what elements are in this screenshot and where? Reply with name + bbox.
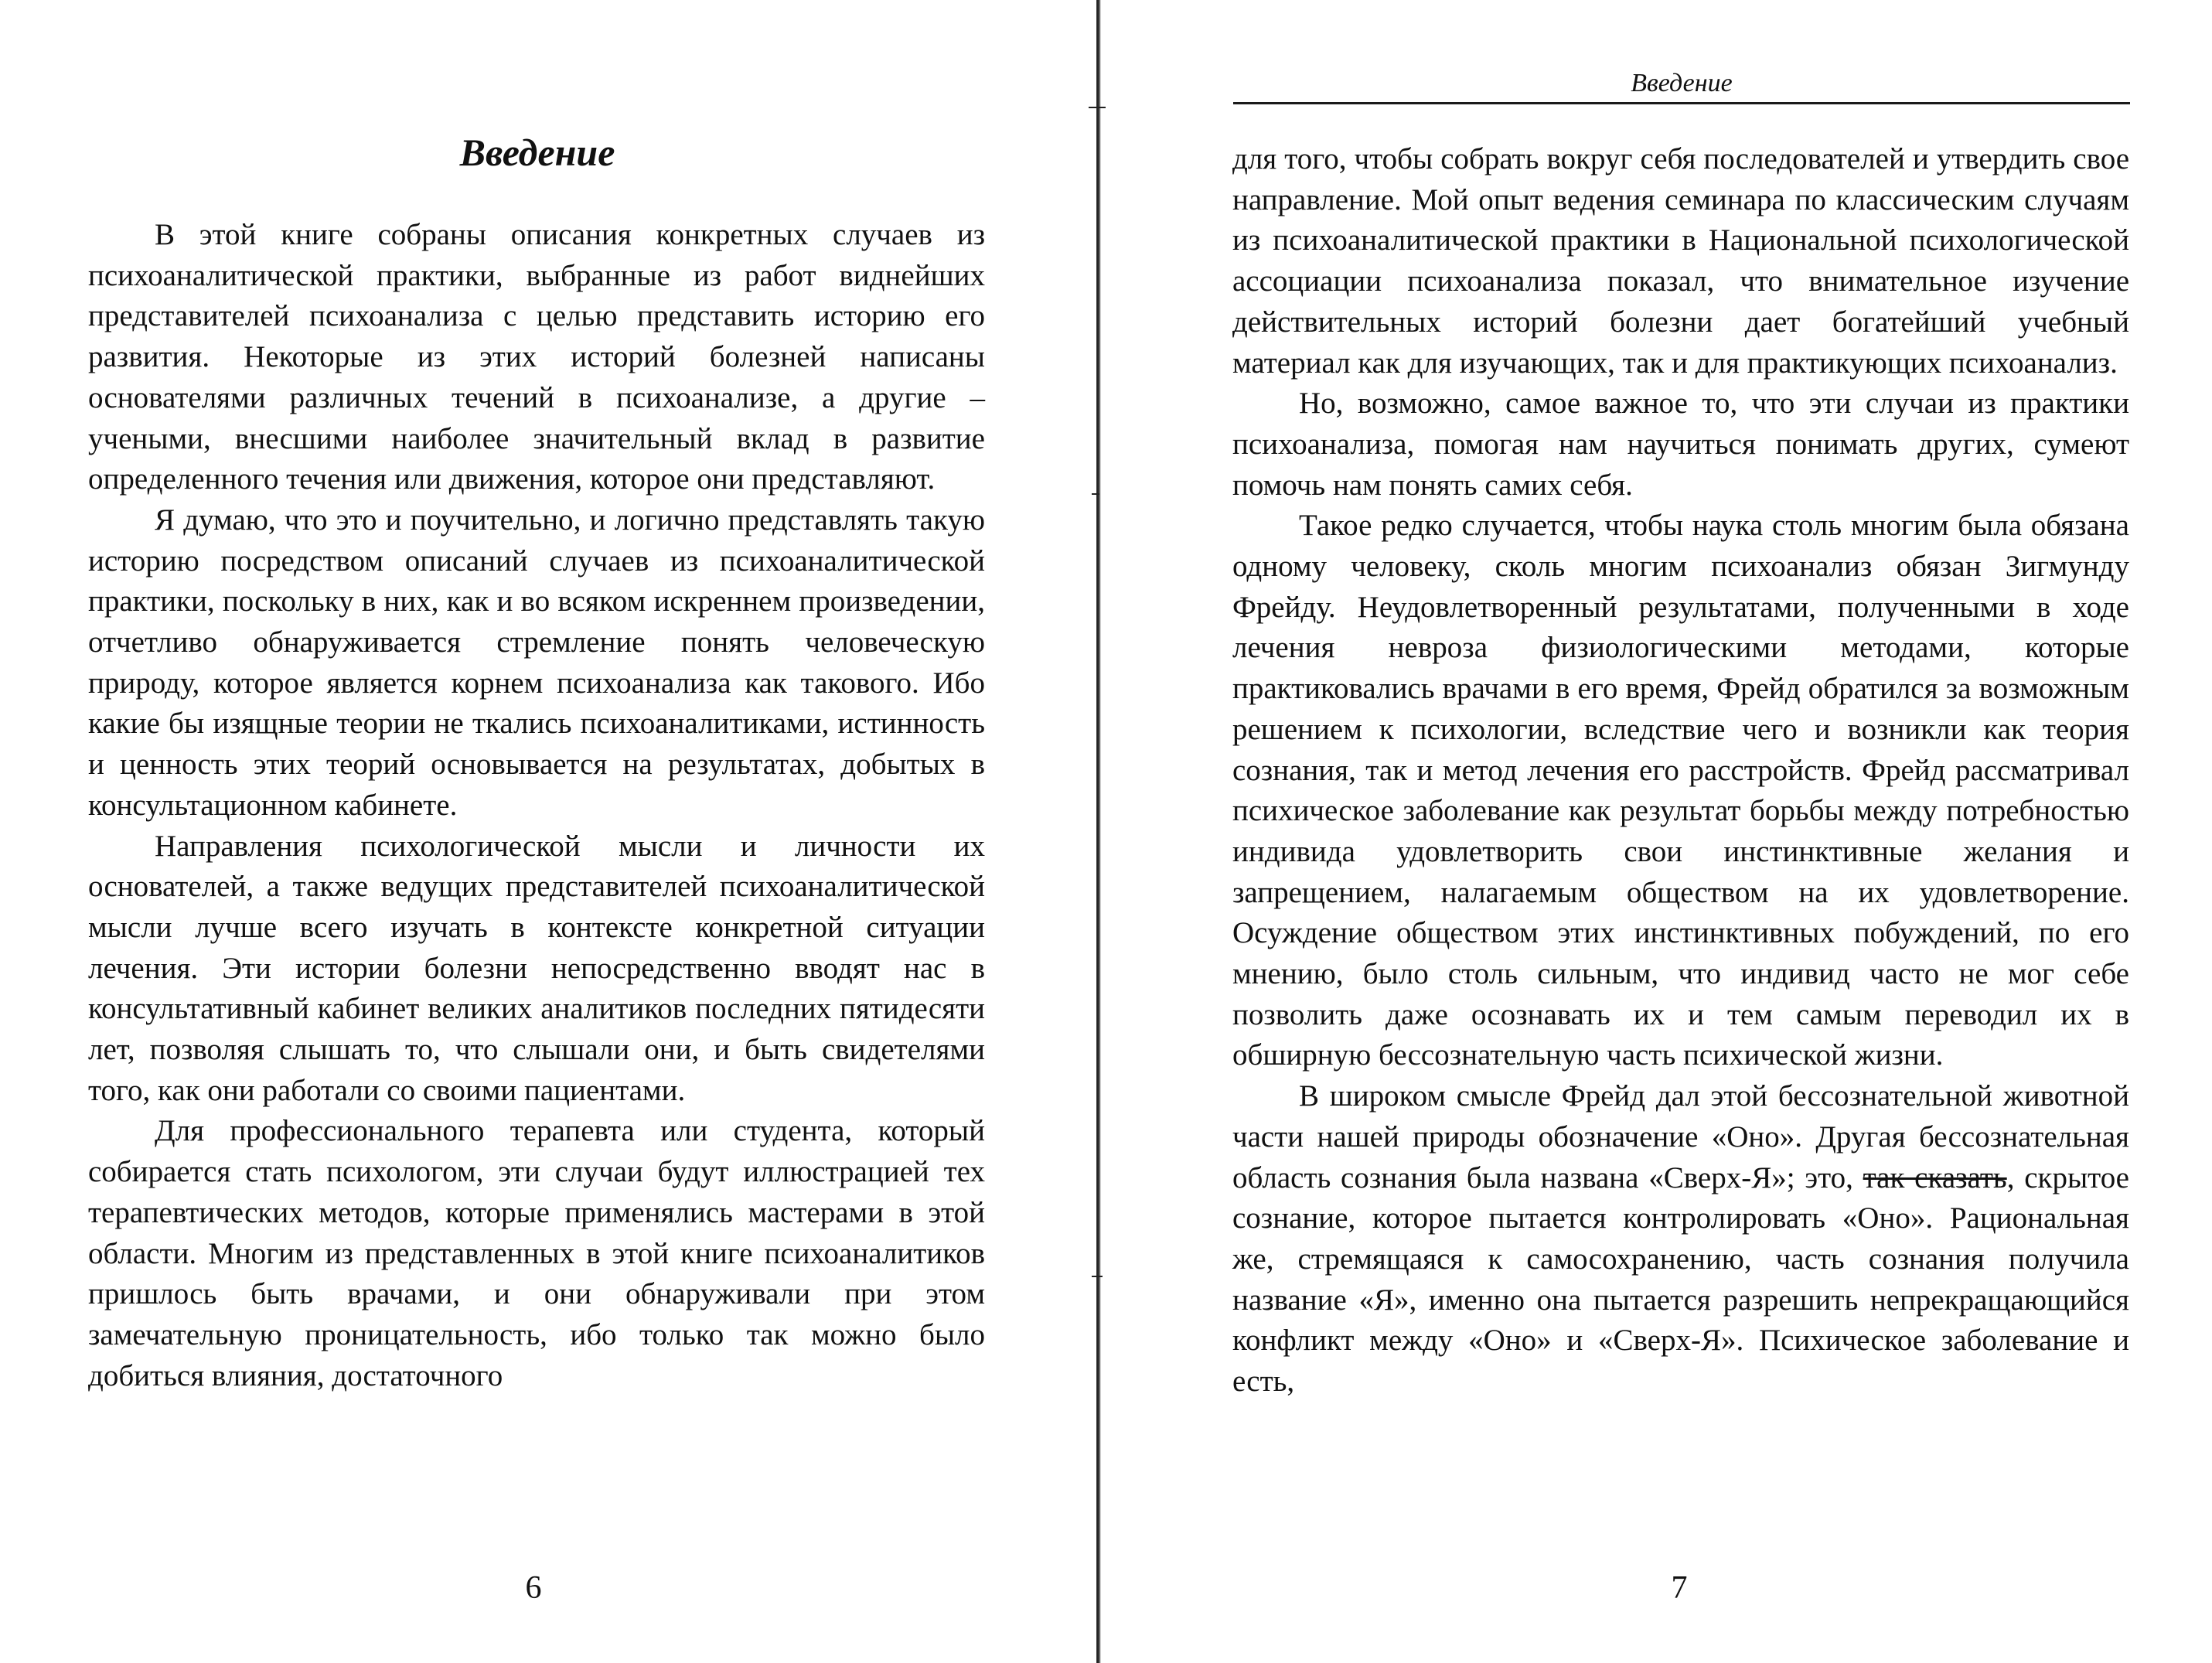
paragraph: В этой книге собраны описания конкретных случаев из психоаналитической практики, выбранные из работ виднейших представителей психоанализа с целью представить историю его развития. Некоторые из этих историй болезней написаны основателями различных течений в психоанализе, а другие – учеными, внесшими наиболее значительный вклад в развитие определенного течения или движения, которое они представляют. <box>88 218 985 496</box>
paragraph: Для профессионального терапевта или студента, который собирается стать психологом, эти случаи будут иллюстрацией тех терапевтических методов, которые применялись мастерами в этой области. Многим из представленных в этой книге психоаналитиков пришлось быть врачами, и они обнаруживали при этом замечательную проницательность, ибо только так можно было добиться влияния, достаточного <box>88 1114 985 1392</box>
paragraph: Направления психологической мысли и личности их основателей, а также ведущих представителей психоаналитической мысли лучше всего изучать в контексте конкретной ситуации лечения. Эти истории болезни непосредственно вводят нас в консультативный кабинет великих аналитиков последних пятидесяти лет, позволяя слышать то, что слышали они, и быть свидетелями того, как они работали со своими пациентами. <box>88 829 985 1107</box>
left-body-text <box>88 215 985 1396</box>
gutter-mark <box>1092 1276 1103 1277</box>
gutter-mark <box>1092 493 1099 495</box>
right-body-text <box>1232 139 2129 1402</box>
continued-paragraph: для того, чтобы собрать вокруг себя последователей и утвердить свое направление. Мой опыт ведения семинара по классическим случаям из психоаналитической практики в Национальной психологической ассоциации психоанализа показал, что внимательное изучение действительных историй болезни дает богатейший учебный материал как для изучающих, так и для практикующих психоанализ. <box>1232 142 2129 380</box>
book-spine-gutter <box>1096 0 1101 1663</box>
paragraph: Но, возможно, самое важное то, что эти случаи из практики психоанализа, помогая нам научиться понимать других, сумеют помочь нам понять самих себя. <box>1232 387 2129 502</box>
struck-text: так сказать <box>1863 1160 2007 1194</box>
gutter-mark <box>1089 107 1106 108</box>
page-number-right: 7 <box>1671 1570 1688 1606</box>
chapter-title: Введение <box>459 131 615 174</box>
page-number-left: 6 <box>525 1570 542 1606</box>
text-segment: В широком смысле Фрейд дал этой бессознательной животной части нашей природы обозначение «Оно». Другая бессознательная область сознания была названа «Сверх-Я»; это, <box>1232 1079 2129 1194</box>
running-header: Введение <box>1233 68 2130 104</box>
paragraph-with-strikethrough <box>1232 1076 2129 1402</box>
left-page <box>0 0 1090 1663</box>
paragraph: Я думаю, что это и поучительно, и логично представлять такую историю посредством описаний случаев из психоаналитической практики, поскольку в них, как и во всяком искреннем произведении, отчетливо обнаруживается стремление понять человеческую природу, которое является корнем психоанализа как такового. Ибо какие бы изящные теории не ткались психоаналитиками, истинность и ценность этих теорий основывается на результатах, добытых в консультационном кабинете. <box>88 503 985 822</box>
paragraph: Такое редко случается, чтобы наука столь многим была обязана одному человеку, сколь многим психоанализ обязан Зигмунду Фрейду. Неудовлетворенный результатами, полученными в ходе лечения невроза физиологическими методами, которые практиковались врачами в его время, Фрейд обратился за возможным решением к психологии, вследствие чего и возникли как теория сознания, так и метод лечения его расстройств. Фрейд рассматривал психическое заболевание как результат борьбы между потребностью индивида удовлетворить свои инстинктивные желания и запрещением, налагаемым обществом на их удовлетворение. Осуждение обществом этих инстинктивных побуждений, по его мнению, было столь сильным, что индивид часто не мог себе позволить даже осознавать их и тем самым переводил их в обширную бессознательную часть психической жизни. <box>1232 509 2129 1072</box>
text-segment: , скрытое сознание, которое пытается контролировать «Оно». Рациональная же, стремящаяся к самосохранению, часть сознания получила название «Я», именно она пытается разрешить непрекращающийся конфликт между «Оно» и «Сверх-Я». Психическое заболевание и есть, <box>1232 1160 2129 1399</box>
right-page <box>1113 0 2212 1663</box>
